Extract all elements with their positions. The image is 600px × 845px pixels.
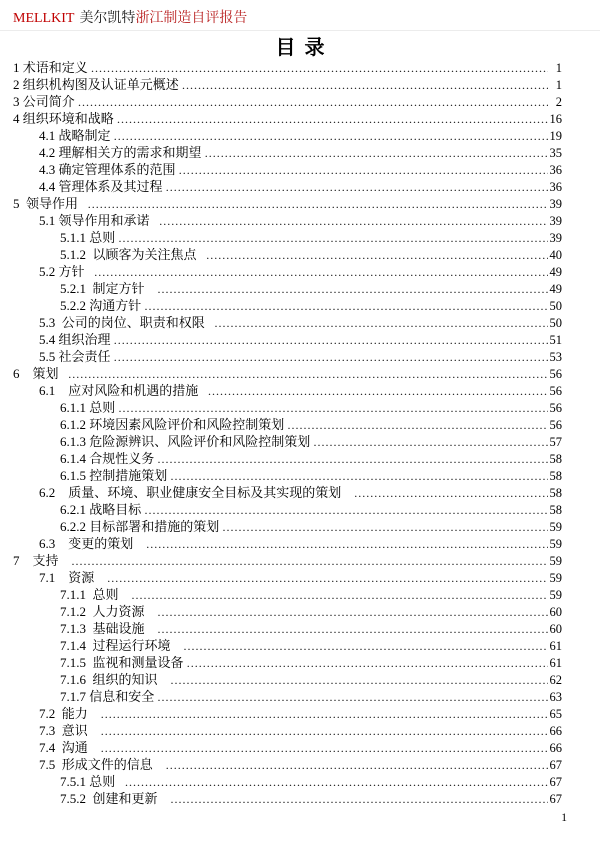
toc-entry-label: 5.2.1 制定方针	[60, 281, 158, 296]
dot-leader	[158, 280, 548, 297]
dot-leader	[166, 756, 548, 773]
dot-leader	[145, 297, 548, 314]
toc-entry-page: 56	[549, 384, 562, 398]
dot-leader	[158, 688, 548, 705]
dot-leader	[205, 144, 548, 161]
toc-entry-page: 65	[549, 707, 562, 721]
dot-leader	[88, 195, 548, 212]
dot-leader	[179, 161, 548, 178]
toc-entry	[0, 773, 562, 790]
toc-entry	[0, 399, 562, 416]
toc-entry-page: 67	[549, 792, 562, 806]
toc-entry-label: 5.4 组织治理	[39, 332, 114, 347]
toc-entry	[0, 195, 562, 212]
dot-leader	[101, 705, 548, 722]
dot-leader	[171, 671, 548, 688]
dot-leader	[158, 450, 548, 467]
dot-leader	[114, 127, 548, 144]
toc-entry	[0, 212, 562, 229]
toc-entry	[0, 144, 562, 161]
toc-entry-label: 5.1 领导作用和承诺	[39, 213, 160, 228]
dot-leader	[114, 331, 548, 348]
toc-entry	[0, 450, 562, 467]
toc-entry	[0, 637, 562, 654]
document-header	[13, 7, 247, 27]
toc-entry	[0, 756, 562, 773]
toc-entry	[0, 246, 562, 263]
dot-leader	[206, 246, 548, 263]
toc-entry	[0, 263, 562, 280]
toc-entry-page: 16	[549, 112, 562, 126]
toc-entry	[0, 382, 562, 399]
toc-entry	[0, 620, 562, 637]
toc-entry-label: 4.3 确定管理体系的范围	[39, 162, 179, 177]
toc-entry-label: 5.3 公司的岗位、职责和权限	[39, 315, 215, 330]
dot-leader	[101, 722, 548, 739]
toc-entry	[0, 790, 562, 807]
page-title: 目录	[275, 37, 334, 59]
toc-entry	[0, 433, 562, 450]
toc-entry-page: 57	[549, 435, 562, 449]
toc-entry-label: 6.1.2 环境因素风险评价和风险控制策划	[60, 417, 288, 432]
toc-entry	[0, 467, 562, 484]
toc-entry	[0, 127, 562, 144]
toc-entry-page: 39	[549, 214, 562, 228]
dot-leader	[182, 76, 548, 93]
dot-leader	[171, 467, 548, 484]
toc-entry-page: 61	[549, 656, 562, 670]
toc-entry	[0, 722, 562, 739]
dot-leader	[187, 654, 548, 671]
toc-entry-page: 50	[549, 316, 562, 330]
table-of-contents	[0, 59, 562, 807]
toc-entry	[0, 59, 562, 76]
toc-entry	[0, 365, 562, 382]
toc-entry-page: 56	[549, 401, 562, 415]
toc-entry-label: 7.1.6 组织的知识	[60, 672, 171, 687]
toc-entry-label: 6.1.1 总则	[60, 400, 119, 415]
toc-entry-label: 6.3 变更的策划	[39, 536, 147, 551]
toc-entry-page: 2	[555, 95, 562, 109]
toc-entry-label: 5.1.2 以顾客为关注焦点	[60, 247, 207, 262]
dot-leader	[78, 93, 548, 110]
toc-entry-page: 56	[549, 418, 562, 432]
toc-entry	[0, 518, 562, 535]
toc-entry-page: 59	[549, 537, 562, 551]
dot-leader	[158, 620, 548, 637]
toc-entry-label: 7.5.2 创建和更新	[60, 791, 171, 806]
toc-entry-page: 59	[549, 520, 562, 534]
toc-entry-label: 7.1.7 信息和安全	[60, 689, 158, 704]
toc-entry-label: 7.1.4 过程运行环境	[60, 638, 184, 653]
toc-entry-page: 1	[555, 78, 562, 92]
toc-entry-label: 1 术语和定义	[13, 60, 92, 75]
toc-entry-label: 7.5 形成文件的信息	[39, 757, 166, 772]
toc-entry	[0, 688, 562, 705]
dot-leader	[158, 603, 548, 620]
toc-entry	[0, 178, 562, 195]
dot-leader	[184, 637, 548, 654]
toc-entry-label: 7.1 资源	[39, 570, 108, 585]
toc-entry	[0, 484, 562, 501]
toc-entry-label: 4.1 战略制定	[39, 128, 114, 143]
dot-leader	[117, 110, 548, 127]
toc-entry-label: 7.1.5 监视和测量设备	[60, 655, 187, 670]
toc-entry-label: 5.2.2 沟通方针	[60, 298, 145, 313]
toc-entry-page: 40	[549, 248, 562, 262]
dot-leader	[215, 314, 548, 331]
dot-leader	[119, 229, 548, 246]
toc-entry-label: 6.1.3 危险源辨识、风险评价和风险控制策划	[60, 434, 314, 449]
dot-leader	[354, 484, 548, 501]
toc-entry-label: 4.4 管理体系及其过程	[39, 179, 166, 194]
dot-leader	[146, 535, 548, 552]
toc-entry-page: 56	[549, 367, 562, 381]
dot-leader	[101, 739, 548, 756]
toc-entry	[0, 654, 562, 671]
dot-leader	[223, 518, 548, 535]
dot-leader	[94, 263, 548, 280]
toc-entry	[0, 552, 562, 569]
toc-entry-label: 7.5.1 总则	[60, 774, 126, 789]
toc-entry-page: 50	[549, 299, 562, 313]
dot-leader	[314, 433, 548, 450]
toc-entry-page: 39	[549, 197, 562, 211]
report-title: 浙江制造自评报告	[135, 11, 248, 26]
toc-entry-label: 7 支持	[13, 553, 72, 568]
dot-leader	[119, 399, 548, 416]
toc-entry-page: 39	[549, 231, 562, 245]
dot-leader	[107, 569, 548, 586]
toc-entry-page: 60	[549, 605, 562, 619]
toc-entry-label: 6 策划	[13, 366, 69, 381]
toc-entry-page: 36	[549, 180, 562, 194]
toc-entry	[0, 569, 562, 586]
toc-entry-label: 4.2 理解相关方的需求和期望	[39, 145, 205, 160]
toc-entry-label: 5.1.1 总则	[60, 230, 119, 245]
toc-entry	[0, 280, 562, 297]
toc-entry-label: 7.2 能力	[39, 706, 101, 721]
brand-name: MELLKIT	[13, 11, 75, 26]
toc-entry-page: 63	[549, 690, 562, 704]
toc-entry-page: 58	[549, 452, 562, 466]
dot-leader	[125, 773, 548, 790]
toc-entry-page: 67	[549, 775, 562, 789]
company-name: 美尔凯特	[79, 11, 136, 26]
toc-entry	[0, 76, 562, 93]
toc-entry-page: 19	[549, 129, 562, 143]
toc-entry-label: 6.1 应对风险和机遇的措施	[39, 383, 209, 398]
toc-entry	[0, 331, 562, 348]
toc-entry-page: 49	[549, 265, 562, 279]
dot-leader	[166, 178, 548, 195]
toc-entry	[0, 416, 562, 433]
toc-entry-page: 49	[549, 282, 562, 296]
toc-entry	[0, 705, 562, 722]
toc-entry-label: 7.1.1 总则	[60, 587, 132, 602]
toc-entry-page: 58	[549, 486, 562, 500]
toc-entry	[0, 161, 562, 178]
dot-leader	[145, 501, 548, 518]
toc-entry-page: 53	[549, 350, 562, 364]
toc-entry	[0, 739, 562, 756]
toc-entry-label: 6.2.2 目标部署和措施的策划	[60, 519, 223, 534]
toc-entry-page: 66	[549, 724, 562, 738]
dot-leader	[171, 790, 548, 807]
toc-entry	[0, 297, 562, 314]
toc-entry-label: 5 领导作用	[13, 196, 88, 211]
toc-entry	[0, 671, 562, 688]
toc-entry-label: 7.1.3 基础设施	[60, 621, 158, 636]
dot-leader	[114, 348, 548, 365]
toc-entry-label: 5.2 方针	[39, 264, 95, 279]
dot-leader	[208, 382, 548, 399]
toc-entry-label: 5.5 社会责任	[39, 349, 114, 364]
toc-entry-page: 66	[549, 741, 562, 755]
toc-entry-label: 6.2.1 战略目标	[60, 502, 145, 517]
toc-entry-page: 35	[549, 146, 562, 160]
dot-leader	[72, 552, 548, 569]
toc-entry	[0, 110, 562, 127]
toc-entry-label: 7.1.2 人力资源	[60, 604, 158, 619]
dot-leader	[288, 416, 548, 433]
toc-entry-page: 59	[549, 588, 562, 602]
footer-page-number: 1	[561, 812, 567, 824]
dot-leader	[159, 212, 548, 229]
toc-entry	[0, 535, 562, 552]
toc-entry-page: 59	[549, 571, 562, 585]
dot-leader	[132, 586, 548, 603]
toc-entry-page: 58	[549, 503, 562, 517]
toc-entry	[0, 348, 562, 365]
toc-entry-label: 6.1.4 合规性义务	[60, 451, 158, 466]
toc-entry-label: 2 组织机构图及认证单元概述	[13, 77, 183, 92]
toc-entry-label: 7.3 意识	[39, 723, 101, 738]
toc-entry-page: 60	[549, 622, 562, 636]
dot-leader	[91, 59, 548, 76]
toc-entry-page: 36	[549, 163, 562, 177]
toc-entry-label: 6.2 质量、环境、职业健康安全目标及其实现的策划	[39, 485, 355, 500]
toc-entry-page: 51	[549, 333, 562, 347]
toc-entry-page: 67	[549, 758, 562, 772]
toc-entry-label: 6.1.5 控制措施策划	[60, 468, 171, 483]
toc-entry-page: 59	[549, 554, 562, 568]
toc-entry-page: 1	[555, 61, 562, 75]
toc-entry	[0, 229, 562, 246]
dot-leader	[68, 365, 548, 382]
toc-entry	[0, 93, 562, 110]
toc-entry-label: 7.4 沟通	[39, 740, 101, 755]
toc-entry	[0, 586, 562, 603]
toc-entry	[0, 501, 562, 518]
toc-entry-label: 3 公司简介	[13, 94, 79, 109]
toc-entry-label: 4 组织环境和战略	[13, 111, 118, 126]
toc-entry-page: 58	[549, 469, 562, 483]
toc-entry-page: 62	[549, 673, 562, 687]
toc-entry-page: 61	[549, 639, 562, 653]
toc-entry	[0, 603, 562, 620]
toc-entry	[0, 314, 562, 331]
